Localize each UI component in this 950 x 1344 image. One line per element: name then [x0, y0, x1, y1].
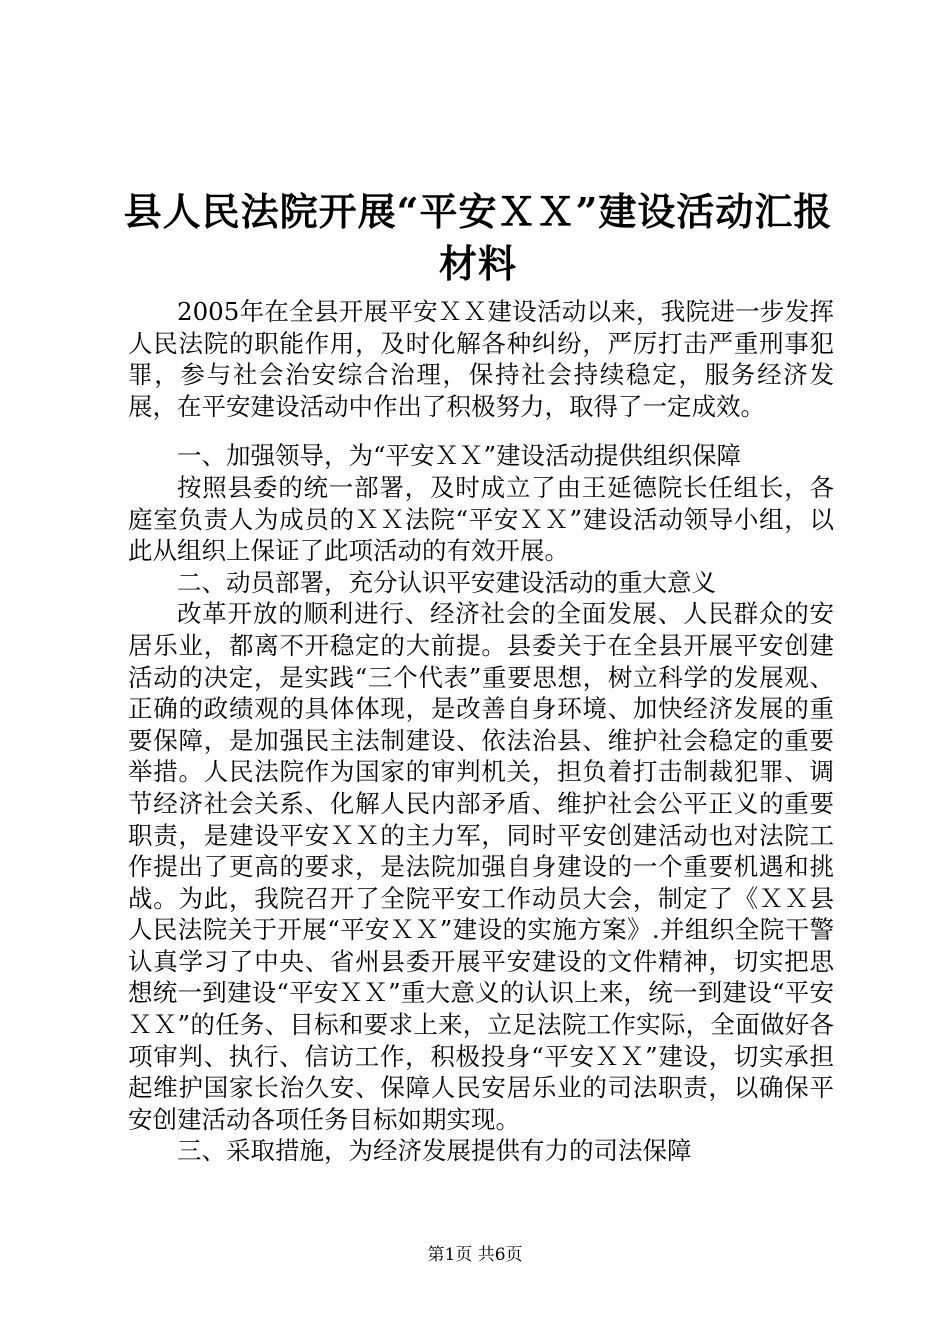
- section-heading-1: 一、加强领导，为“平安ＸＸ”建设活动提供组织保障: [177, 441, 742, 471]
- document-title: 县人民法院开展“平安ＸＸ”建设活动汇报材料: [123, 189, 833, 286]
- section-heading-2: 二、动员部署，充分认识平安建设活动的重大意义: [177, 567, 716, 597]
- paragraph-section-1: 按照县委的统一部署，及时成立了由王延德院长任组长，各庭室负责人为成员的ＸＸ法院“平安ＸＸ”建设活动领导小组，以此从组织上保证了此项活动的有效开展。: [128, 472, 834, 566]
- paragraph-intro: 2005年在全县开展平安ＸＸ建设活动以来，我院进一步发挥人民法院的职能作用，及时化解各种纠纷，严厉打击严重刑事犯罪，参与社会治安综合治理，保持社会持续稳定，服务经济发展，在平安建设活动中作出了积极努力，取得了一定成效。: [128, 297, 834, 421]
- document-body: [128, 296, 834, 1167]
- page-footer: 第1页 共6页: [427, 1245, 523, 1265]
- section-heading-3: 三、采取措施，为经济发展提供有力的司法保障: [177, 1136, 692, 1166]
- paragraph-section-2: 改革开放的顺利进行、经济社会的全面发展、人民群众的安居乐业，都离不开稳定的大前提。县委关于在全县开展平安创建活动的决定，是实践“三个代表”重要思想，树立科学的发展观、正确的政绩观的具体体现，是改善自身环境、加快经济发展的重要保障，是加强民主法制建设、依法治县、维护社会稳定的重要举措。人民法院作为国家的审判机关，担负着打击制裁犯罪、调节经济社会关系、化解人民内部矛盾、维护社会公平正义的重要职责，是建设平安ＸＸ的主力军，同时平安创建活动也对法院工作提出了更高的要求，是法院加强自身建设的一个重要机遇和挑战。为此，我院召开了全院平安工作动员大会，制定了《ＸＸ县人民法院关于开展“平安ＸＸ”建设的实施方案》.并组织全院干警认真学习了中央、省州县委开展平安建设的文件精神，切实把思想统一到建设“平安ＸＸ”重大意义的认识上来，统一到建设“平安ＸＸ”的任务、目标和要求上来，立足法院工作实际，全面做好各项审判、执行、信访工作，积极投身“平安ＸＸ”建设，切实承担起维护国家长治久安、保障人民安居乐业的司法职责，以确保平安创建活动各项任务目标如期实现。: [128, 599, 834, 1134]
- paragraph-spacer: [128, 422, 834, 440]
